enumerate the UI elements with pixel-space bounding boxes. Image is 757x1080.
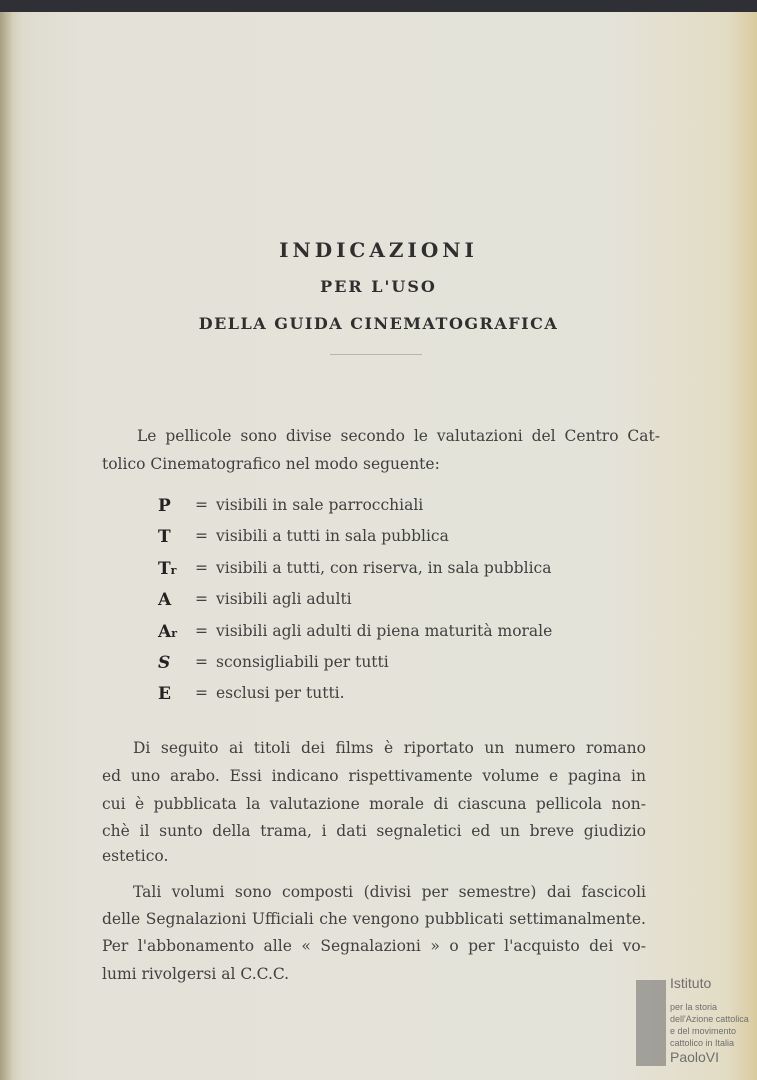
- page-binding-edge: [0, 12, 14, 1080]
- watermark-text: Istituto: [670, 975, 712, 991]
- paragraph-line: Di seguito ai titoli dei films è riportato un numero romano: [133, 739, 646, 757]
- rating-description: visibili a tutti in sala pubblica: [216, 527, 449, 546]
- divider: [330, 354, 422, 355]
- rating-letter: A: [158, 590, 172, 611]
- rating-subscript: r: [170, 563, 177, 577]
- paragraph-line: cui è pubblicata la valutazione morale di ciascuna pellicola non-: [102, 795, 646, 813]
- paragraph-line: lumi rivolgersi al C.C.C.: [102, 965, 290, 983]
- rating-subscript: r: [171, 626, 177, 640]
- watermark-text: PaoloVI: [670, 1049, 720, 1065]
- rating-letter: P: [158, 496, 171, 516]
- paragraph-line: ed uno arabo. Essi indicano rispettivamente volume e pagina in: [102, 767, 646, 785]
- paragraph-line: tolico Cinematografico nel modo seguente:: [102, 455, 440, 473]
- rating-letter: S: [158, 653, 171, 673]
- rating-letter: T: [158, 527, 171, 548]
- rating-code: [158, 590, 171, 610]
- paragraph-line: chè il sunto della trama, i dati segnaletici ed un breve giudizio: [102, 822, 646, 840]
- equals-sign: =: [195, 527, 208, 546]
- paragraph-line: Tali volumi sono composti (divisi per semestre) dai fascicoli: [133, 883, 646, 901]
- logo-mark: [636, 980, 666, 1066]
- paragraph-line: Le pellicole sono divise secondo le valutazioni del Centro Cat-: [137, 427, 660, 445]
- equals-sign: =: [195, 590, 208, 609]
- rating-code: [158, 527, 171, 547]
- paragraph-line: delle Segnalazioni Ufficiali che vengono pubblicati settimanalmente.: [102, 910, 646, 928]
- paragraph-line: Per l'abbonamento alle « Segnalazioni » o per l'acquisto dei vo-: [102, 937, 646, 955]
- rating-description: sconsigliabili per tutti: [216, 653, 389, 671]
- rating-description: visibili in sale parrocchiali: [216, 496, 424, 514]
- rating-description: visibili agli adulti: [216, 590, 352, 609]
- page-title: INDICAZIONI: [279, 238, 478, 262]
- watermark-text: cattolico in Italia: [670, 1038, 735, 1048]
- rating-code: [158, 496, 171, 516]
- rating-letter: T: [158, 558, 171, 579]
- watermark-text: e del movimento: [670, 1026, 737, 1036]
- equals-sign: =: [195, 684, 208, 703]
- rating-code: [158, 684, 171, 704]
- rating-code: [158, 622, 177, 642]
- equals-sign: =: [195, 653, 208, 671]
- rating-description: visibili a tutti, con riserva, in sala pubblica: [216, 558, 552, 577]
- paragraph-line: estetico.: [102, 847, 169, 865]
- rating-code: [158, 559, 176, 579]
- rating-letter: A: [158, 621, 172, 642]
- rating-letter: E: [158, 684, 171, 705]
- subtitle-line-1: PER L'USO: [320, 277, 437, 296]
- isacem-watermark-logo: [636, 975, 757, 1068]
- equals-sign: =: [195, 558, 208, 577]
- subtitle-line-2: DELLA GUIDA CINEMATOGRAFICA: [198, 314, 559, 333]
- rating-code: [158, 653, 170, 673]
- rating-description: esclusi per tutti.: [216, 684, 345, 703]
- watermark-text: dell'Azione cattolica: [670, 1014, 749, 1024]
- rating-description: visibili agli adulti di piena maturità morale: [216, 621, 553, 640]
- watermark-text: per la storia: [670, 1002, 718, 1012]
- equals-sign: =: [195, 496, 208, 514]
- equals-sign: =: [195, 621, 208, 640]
